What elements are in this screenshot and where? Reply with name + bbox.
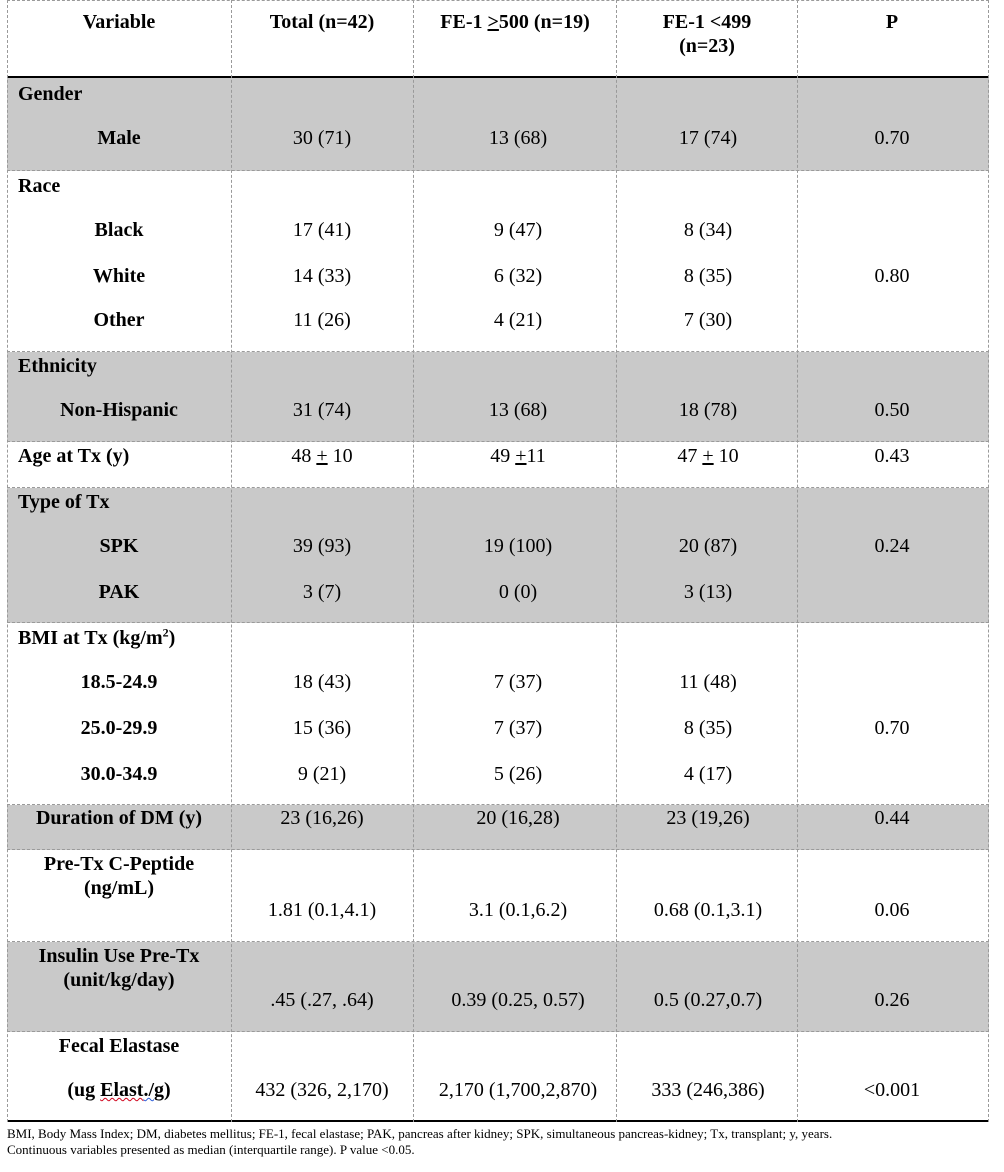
header-fe-high [440, 10, 589, 34]
c-peptide-p: 0.06 [874, 899, 910, 921]
plus-minus-symbol: + [316, 445, 328, 467]
bmi-range-1-total: 18 (43) [292, 671, 352, 693]
other-fe-low: 7 (30) [683, 309, 733, 331]
other-label: Other [93, 309, 145, 331]
race-label: Race [18, 175, 61, 197]
insulin-p: 0.26 [874, 989, 910, 1011]
header-fe-high-suffix: 500 (n=19) [498, 11, 590, 33]
c-peptide-label-line2: (ng/mL) [84, 877, 154, 899]
plus-minus-symbol: + [515, 445, 527, 467]
age-total [291, 444, 352, 468]
pak-fe-low: 3 (13) [683, 581, 733, 603]
pak-fe-high: 0 (0) [498, 581, 538, 603]
bmi-range-2-fe-low: 8 (35) [683, 717, 733, 739]
age-fe-high-sd: 11 [526, 445, 546, 467]
header-fe-low [663, 10, 752, 58]
age-total-value: 48 [291, 445, 317, 467]
bmi-label-superscript: 2 [162, 625, 169, 640]
ethnicity-p: 0.50 [874, 399, 910, 421]
black-label: Black [94, 219, 144, 241]
race-p: 0.80 [874, 265, 910, 287]
insulin-label-line2: (unit/kg/day) [63, 969, 175, 991]
fecal-elastase-p: <0.001 [863, 1079, 921, 1101]
male-label: Male [97, 127, 141, 149]
footnote-methods: Continuous variables presented as median (interquartile range). P value <0.05. [7, 1142, 415, 1157]
dm-duration-fe-low: 23 (19,26) [666, 807, 750, 829]
bmi-label-end: ) [168, 627, 176, 649]
age-fe-low-value: 47 [677, 445, 703, 467]
column-divider [988, 0, 989, 1122]
tx-type-label: Type of Tx [18, 491, 110, 513]
male-fe-high: 13 (68) [488, 127, 548, 149]
c-peptide-fe-high: 3.1 (0.1,6.2) [468, 899, 568, 921]
bmi-label [18, 626, 175, 650]
age-fe-low [677, 444, 738, 468]
other-total: 11 (26) [293, 309, 351, 331]
age-p: 0.43 [874, 445, 910, 467]
age-fe-high-value: 49 [490, 445, 516, 467]
c-peptide-fe-low: 0.68 (0.1,3.1) [653, 899, 763, 921]
insulin-fe-high: 0.39 (0.25, 0.57) [451, 989, 585, 1011]
bmi-range-1-fe-low: 11 (48) [679, 671, 737, 693]
white-fe-low: 8 (35) [683, 265, 733, 287]
male-total: 30 (71) [292, 127, 352, 149]
header-fe-high-symbol: > [487, 11, 499, 33]
age-fe-low-sd: 10 [713, 445, 739, 467]
bmi-range-2-fe-high: 7 (37) [493, 717, 543, 739]
dm-duration-fe-high: 20 (16,28) [476, 807, 560, 829]
c-peptide-label [44, 852, 194, 900]
fecal-elastase-label-line1: Fecal Elastase [58, 1035, 180, 1057]
male-fe-low: 17 (74) [678, 127, 738, 149]
bmi-range-3-label: 30.0-34.9 [80, 763, 158, 785]
gender-p: 0.70 [874, 127, 910, 149]
white-fe-high: 6 (32) [493, 265, 543, 287]
fecal-elastase-unit-open: (ug [67, 1079, 101, 1101]
white-total: 14 (33) [292, 265, 352, 287]
spk-fe-low: 20 (87) [678, 535, 738, 557]
non-hispanic-fe-low: 18 (78) [678, 399, 738, 421]
tx-type-p: 0.24 [874, 535, 910, 557]
plus-minus-symbol: + [702, 445, 714, 467]
gender-label: Gender [18, 83, 83, 105]
bmi-p: 0.70 [874, 717, 910, 739]
header-total: Total (n=42) [269, 11, 375, 33]
age-total-sd: 10 [327, 445, 353, 467]
non-hispanic-label: Non-Hispanic [60, 399, 178, 421]
pak-label: PAK [98, 581, 140, 603]
c-peptide-label-line1: Pre-Tx C-Peptide [43, 853, 195, 875]
bmi-range-3-fe-low: 4 (17) [683, 763, 733, 785]
dm-duration-label: Duration of DM (y) [35, 807, 203, 829]
column-divider [797, 0, 798, 1122]
bmi-range-1-label: 18.5-24.9 [80, 671, 158, 693]
header-variable: Variable [82, 11, 156, 33]
column-divider [413, 0, 414, 1122]
fecal-elastase-unit-close: g) [154, 1079, 171, 1101]
insulin-label-line1: Insulin Use Pre-Tx [38, 945, 200, 967]
insulin-fe-low: 0.5 (0.27,0.7) [653, 989, 763, 1011]
ethnicity-label: Ethnicity [18, 355, 97, 377]
column-divider [616, 0, 617, 1122]
age-fe-high [490, 444, 546, 468]
fecal-elastase-unit-slash: ./ [143, 1079, 155, 1101]
footnote-abbreviations: BMI, Body Mass Index; DM, diabetes mellitus; FE-1, fecal elastase; PAK, pancreas after kidney; SPK, simultaneous pancreas-kidney; Tx, transplant; y, years. [7, 1126, 833, 1141]
header-fe-low-line2: (n=23) [679, 35, 735, 57]
dm-duration-p: 0.44 [874, 807, 910, 829]
header-fe-low-line1: FE-1 <499 [662, 11, 752, 33]
bmi-range-2-label: 25.0-29.9 [80, 717, 158, 739]
bmi-range-2-total: 15 (36) [292, 717, 352, 739]
non-hispanic-fe-high: 13 (68) [488, 399, 548, 421]
bmi-range-3-fe-high: 5 (26) [493, 763, 543, 785]
insulin-label [39, 944, 200, 992]
c-peptide-total: 1.81 (0.1,4.1) [267, 899, 377, 921]
white-label: White [92, 265, 146, 287]
header-fe-high-prefix: FE-1 [440, 11, 488, 33]
fecal-elastase-fe-high: 2,170 (1,700,2,870) [438, 1079, 598, 1101]
fecal-elastase-fe-low: 333 (246,386) [651, 1079, 765, 1101]
spk-label: SPK [99, 535, 139, 557]
fecal-elastase-label-line2 [67, 1078, 170, 1102]
pak-total: 3 (7) [302, 581, 342, 603]
bmi-range-3-total: 9 (21) [297, 763, 347, 785]
dm-duration-total: 23 (16,26) [280, 807, 364, 829]
fecal-elastase-total: 432 (326, 2,170) [255, 1079, 389, 1101]
age-label: Age at Tx (y) [18, 445, 130, 467]
ethnicity-section [7, 352, 989, 442]
black-fe-low: 8 (34) [683, 219, 733, 241]
black-total: 17 (41) [292, 219, 352, 241]
insulin-total: .45 (.27, .64) [270, 989, 374, 1011]
fecal-elastase-unit-word: Elast [100, 1079, 144, 1101]
bmi-label-text: BMI at Tx (kg/m [18, 627, 163, 649]
header-p: P [885, 11, 899, 33]
gender-section [7, 78, 989, 171]
other-fe-high: 4 (21) [493, 309, 543, 331]
spk-total: 39 (93) [292, 535, 352, 557]
column-divider [231, 0, 232, 1122]
black-fe-high: 9 (47) [493, 219, 543, 241]
bmi-range-1-fe-high: 7 (37) [493, 671, 543, 693]
non-hispanic-total: 31 (74) [292, 399, 352, 421]
spk-fe-high: 19 (100) [483, 535, 553, 557]
column-divider [7, 0, 8, 1122]
